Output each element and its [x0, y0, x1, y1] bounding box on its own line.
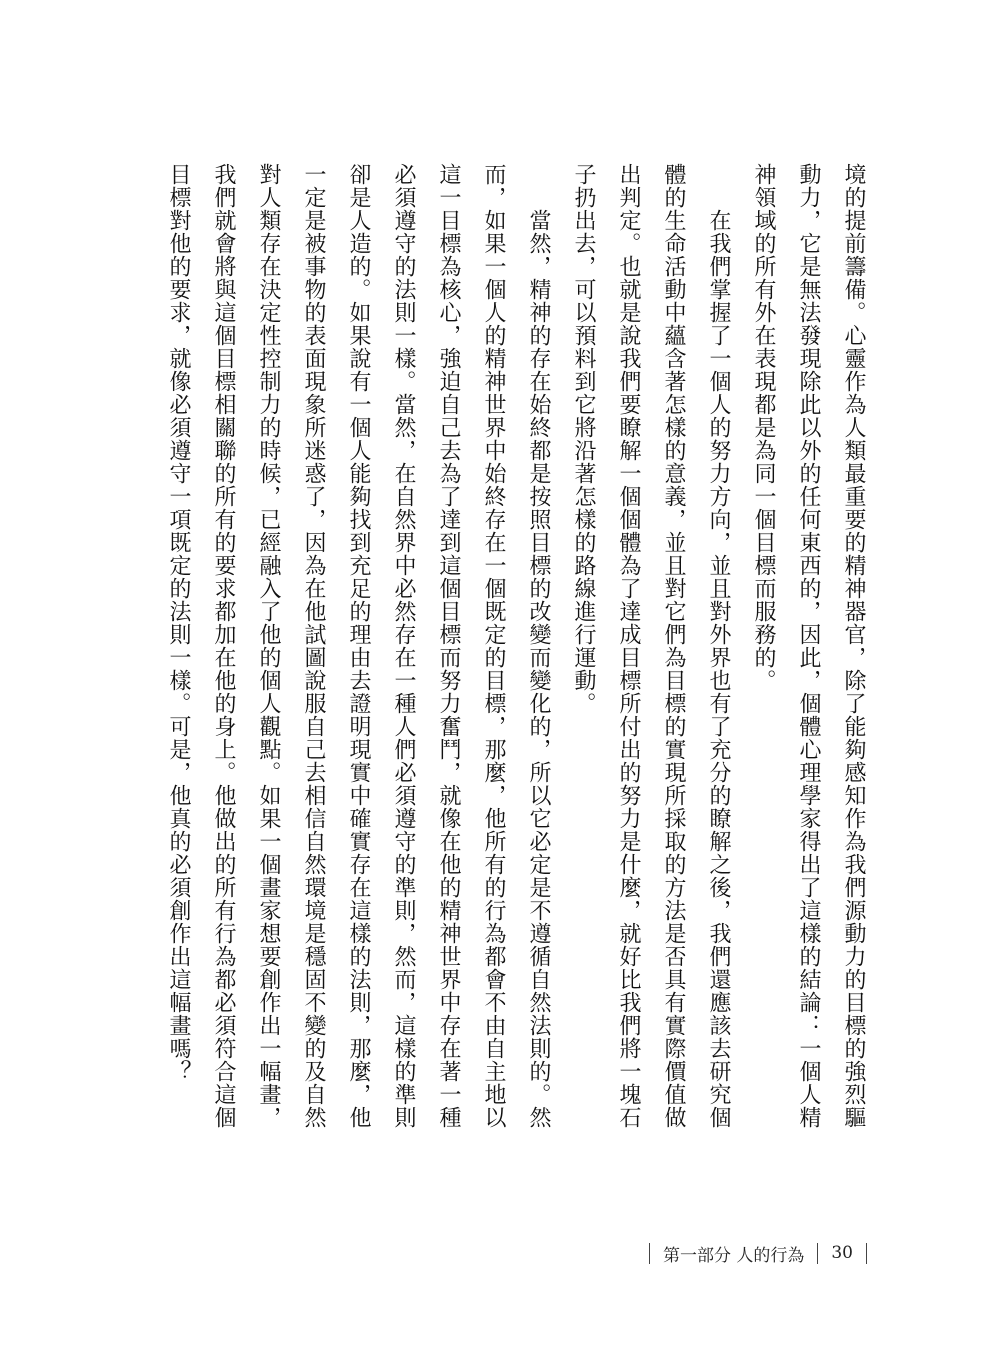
text-column: 體的生命活動中蘊含著怎樣的意義，並且對它們為目標的實現所採取的方法是否具有實際價值做	[661, 163, 686, 1129]
footer-separator	[866, 1243, 867, 1264]
text-column: 對人類存在決定性控制力的時候，已經融入了他的個人觀點。如果一個畫家想要創作出一幅畫，	[256, 163, 281, 1129]
text-column: 必須遵守的法則一樣。當然，在自然界中必然存在一種人們必須遵守的準則，然而，這樣的準則	[391, 163, 416, 1129]
text-column: 神領域的所有外在表現都是為同一個目標而服務的。	[751, 163, 776, 692]
text-column: 出判定。也就是說我們要瞭解一個個體為了達成目標所付出的努力是什麼，就好比我們將一塊石	[616, 163, 641, 1129]
text-column: 卻是人造的。如果說有一個人能夠找到充足的理由去證明現實中確實存在這樣的法則，那麼，他	[346, 163, 371, 1129]
body-text	[156, 163, 876, 1148]
page-number: 30	[831, 1243, 853, 1263]
page-footer	[636, 1240, 880, 1266]
section-label: 第一部分 人的行為	[662, 1245, 805, 1266]
text-column: 一定是被事物的表面現象所迷惑了，因為在他試圖說服自己去相信自然環境是穩固不變的及自然	[301, 163, 326, 1129]
text-column: 當然，精神的存在始終都是按照目標的改變而變化的，所以它必定是不遵循自然法則的。然	[526, 209, 551, 1129]
text-column: 在我們掌握了一個人的努力方向，並且對外界也有了充分的瞭解之後，我們還應該去研究個	[706, 209, 731, 1129]
text-column: 動力，它是無法發現除此以外的任何東西的，因此，個體心理學家得出了這樣的結論：一個人精	[796, 163, 821, 1129]
text-column: 境的提前籌備。心靈作為人類最重要的精神器官，除了能夠感知作為我們源動力的目標的強烈驅	[841, 163, 866, 1129]
text-column: 目標對他的要求，就像必須遵守一項既定的法則一樣。可是，他真的必須創作出這幅畫嗎？	[166, 163, 191, 1083]
text-column: 子扔出去，可以預料到它將沿著怎樣的路線進行運動。	[571, 163, 596, 715]
text-column: 我們就會將與這個目標相關聯的所有的要求都加在他的身上。他做出的所有行為都必須符合這個	[211, 163, 236, 1129]
text-column: 而，如果一個人的精神世界中始終存在一個既定的目標，那麼，他所有的行為都會不由自主地以	[481, 163, 506, 1129]
footer-separator	[649, 1243, 650, 1264]
footer-separator	[817, 1243, 818, 1264]
text-column: 這一目標為核心，強迫自己去為了達到這個目標而努力奮鬥，就像在他的精神世界中存在著一種	[436, 163, 461, 1129]
